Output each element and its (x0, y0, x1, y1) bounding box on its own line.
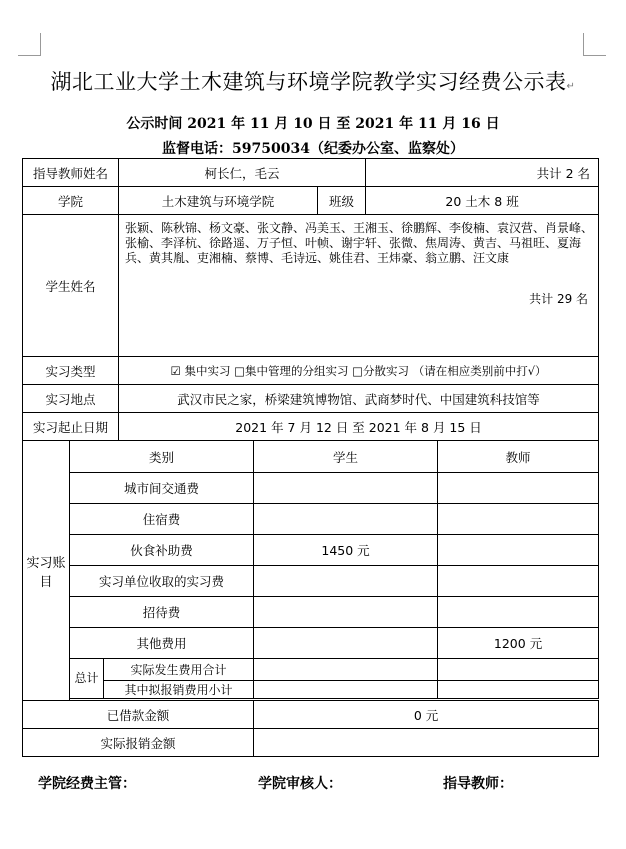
type-label: 实习类型 (23, 357, 119, 385)
college-label: 学院 (23, 187, 119, 215)
subtotal-teacher (438, 681, 599, 699)
row-category: 实习单位收取的实习费 (70, 566, 254, 597)
publish-time: 公示时间 2021 年 11 月 10 日 至 2021 年 11 月 16 日 (126, 116, 500, 132)
students-count: 共计 29 名 (529, 292, 589, 306)
borrowed-label: 已借款金额 (23, 701, 254, 729)
row-student (254, 504, 438, 535)
page-title: 湖北工业大学土木建筑与环境学院教学实习经费公示表↵ (50, 70, 576, 94)
borrowed-value: 0 元 (254, 701, 599, 729)
row-student (254, 473, 438, 504)
account-label: 实习账目 (23, 441, 70, 701)
total-teacher (438, 659, 599, 681)
row-teacher (438, 535, 599, 566)
students-label: 学生姓名 (23, 215, 119, 357)
row-category: 城市间交通费 (70, 473, 254, 504)
instructor-value: 柯长仁，毛云 (119, 159, 366, 187)
crop-mark-right (583, 33, 606, 56)
dates-label: 实习起止日期 (23, 413, 119, 441)
signature-reviewer: 学院审核人： (258, 776, 342, 792)
signature-teacher: 指导教师： (443, 776, 513, 792)
place-label: 实习地点 (23, 385, 119, 413)
row-category: 其他费用 (70, 628, 254, 659)
reimbursed-value (254, 729, 599, 757)
row-student (254, 566, 438, 597)
instructor-count: 共计 2 名 (366, 159, 599, 187)
dates-value: 2021 年 7 月 12 日 至 2021 年 8 月 15 日 (119, 413, 599, 441)
subtotal-student (254, 681, 438, 699)
class-value: 20 土木 8 班 (366, 187, 599, 215)
students-names: 张颖、陈秋锦、杨文豪、张文静、冯美玉、王湘玉、徐鹏辉、李俊楠、袁汉营、肖景峰、张榆、李泽杭、徐路遥、万子恒、叶帧、谢宇轩、张微、焦周涛、黄吉、马祖旺、夏海兵、黄其胤、吏湘楠、蔡博、毛诗远、姚佳君、王炜豪、翁立鹏、汪文康 (125, 221, 594, 265)
row-category: 住宿费 (70, 504, 254, 535)
subtotal-category: 其中拟报销费用小计 (104, 681, 254, 699)
students-cell (119, 215, 599, 357)
row-category: 招待费 (70, 597, 254, 628)
header-category: 类别 (70, 441, 254, 473)
row-teacher (438, 597, 599, 628)
signature-dean: 学院经费主管： (38, 776, 136, 792)
supervision-phone: 监督电话：59750034（纪委办公室、监察处） (162, 141, 464, 157)
row-teacher (438, 504, 599, 535)
row-teacher (438, 473, 599, 504)
row-teacher (438, 566, 599, 597)
college-value: 土木建筑与环境学院 (119, 187, 318, 215)
row-category: 伙食补助费 (70, 535, 254, 566)
row-student: 1450 元 (254, 535, 438, 566)
type-value: ☑ 集中实习 □集中管理的分组实习 □分散实习 （请在相应类别前中打√） (119, 357, 599, 385)
total-label: 总计 (70, 659, 104, 699)
header-teacher: 教师 (438, 441, 599, 473)
reimbursed-label: 实际报销金额 (23, 729, 254, 757)
row-student (254, 628, 438, 659)
class-label: 班级 (318, 187, 366, 215)
header-student: 学生 (254, 441, 438, 473)
row-teacher: 1200 元 (438, 628, 599, 659)
instructor-label: 指导教师姓名 (23, 159, 119, 187)
total-student (254, 659, 438, 681)
total-category: 实际发生费用合计 (104, 659, 254, 681)
row-student (254, 597, 438, 628)
crop-mark-left (18, 33, 41, 56)
place-value: 武汉市民之家，桥梁建筑博物馆、武商梦时代、中国建筑科技馆等 (119, 385, 599, 413)
expense-table (22, 158, 599, 757)
